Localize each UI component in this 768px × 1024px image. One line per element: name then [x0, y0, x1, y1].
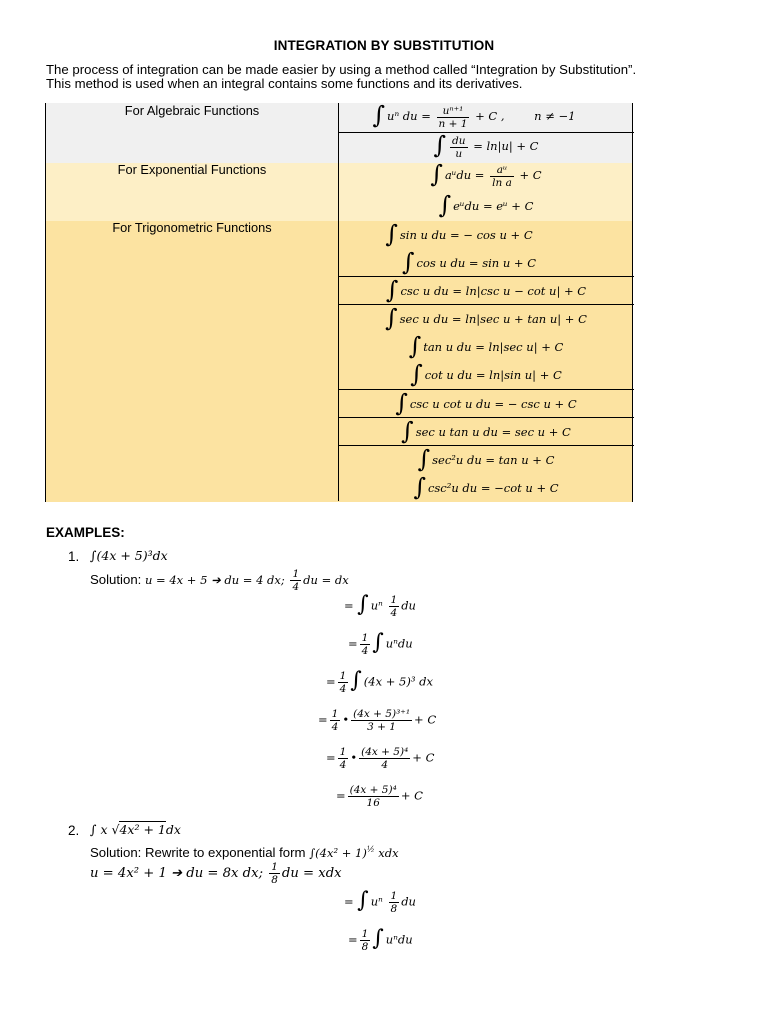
example-2-step-1: = ∫ uⁿ $\frac{1}{8}$ du: [344, 888, 416, 915]
example-2-substitution: u = 4x² + 1 ➔ du = 8x dx; $\frac{1}{8}$ du = xdx: [90, 861, 342, 886]
formula-cos: ∫ cos u du = sin u + C: [401, 248, 536, 276]
formula-exp-a: ∫ aᵘdu = $\frac{\text{aᵘ}}{\text{ln a}}$ + C: [430, 160, 542, 189]
formula-csc: ∫ csc u du = ln|csc u − cot u| + C: [385, 276, 587, 304]
example-1-result: = $\frac{\text{(4x + 5)⁴}}{16}$ + C: [336, 784, 423, 809]
example-1-substitution: Solution: u = 4x + 5 ➔ du = 4 dx; $\frac{1}{4}$ du = dx: [90, 568, 349, 593]
example-1-step-3: = $\frac{1}{4}$ ∫ (4x + 5)³ dx: [326, 668, 433, 695]
formula-cot: ∫ cot u du = ln|sin u| + C: [410, 360, 562, 388]
intro-paragraph: [46, 63, 746, 91]
intro-line-2: This method is used when an integral contains some functions and its derivatives.: [46, 76, 523, 91]
formula-tan: ∫ tan u du = ln|sec u| + C: [408, 332, 564, 360]
intro-line-1: The process of integration can be made easier by using a method called “Integration by Substitution”.: [46, 62, 637, 77]
example-2-number: 2.: [68, 823, 80, 838]
category-exponential: For Exponential Functions: [117, 162, 267, 177]
formula-power-rule: ∫ uⁿ du = $\frac{\text{uⁿ⁺¹}}{n + 1}$ + C , n ≠ −1: [372, 101, 576, 130]
formula-csc-squared: ∫ csc²u du = −cot u + C: [413, 473, 559, 501]
category-algebraic: For Algebraic Functions: [124, 103, 260, 118]
example-2-problem: ∫ x √4x² + 1dx: [90, 822, 181, 837]
example-1-step-4: = $\frac{1}{4}$ • $\frac{\text{(4x + 5)³⁺¹}}{3 + 1}$ + C: [318, 708, 437, 733]
example-1-step-2: = $\frac{1}{4}$ ∫ uⁿdu: [348, 630, 413, 657]
formula-exp-e: ∫ eᵘdu = eᵘ + C: [438, 191, 534, 219]
example-1-problem: ∫(4x + 5)³dx: [90, 548, 168, 563]
example-1-step-5: = $\frac{1}{4}$ • $\frac{\text{(4x + 5)⁴}}{4}$ + C: [326, 746, 435, 771]
example-1-number: 1.: [68, 549, 80, 564]
example-1-step-1: = ∫ uⁿ $\frac{1}{4}$ du: [344, 592, 416, 619]
page-title: INTEGRATION BY SUBSTITUTION: [273, 38, 495, 53]
example-2-step-2: = $\frac{1}{8}$ ∫ uⁿdu: [348, 926, 413, 953]
examples-heading: EXAMPLES:: [46, 525, 125, 540]
formula-sec: ∫ sec u du = ln|sec u + tan u| + C: [385, 304, 587, 332]
formula-table: [45, 103, 633, 502]
formula-sec-tan: ∫ sec u tan u du = sec u + C: [401, 417, 571, 445]
category-trigonometric: For Trigonometric Functions: [112, 220, 272, 235]
formula-sec-squared: ∫ sec²u du = tan u + C: [417, 445, 555, 473]
example-2-rewrite: Solution: Rewrite to exponential form $\int(4x^2 + 1)^{\frac{1}{2}}$ xdx: [90, 845, 399, 860]
formula-csc-cot: ∫ csc u cot u du = − csc u + C: [395, 389, 577, 417]
formula-sin: ∫ sin u du = − cos u + C: [385, 220, 533, 248]
formula-log-rule: ∫ $\frac{du}{u}$ = ln|u| + C: [433, 131, 539, 160]
